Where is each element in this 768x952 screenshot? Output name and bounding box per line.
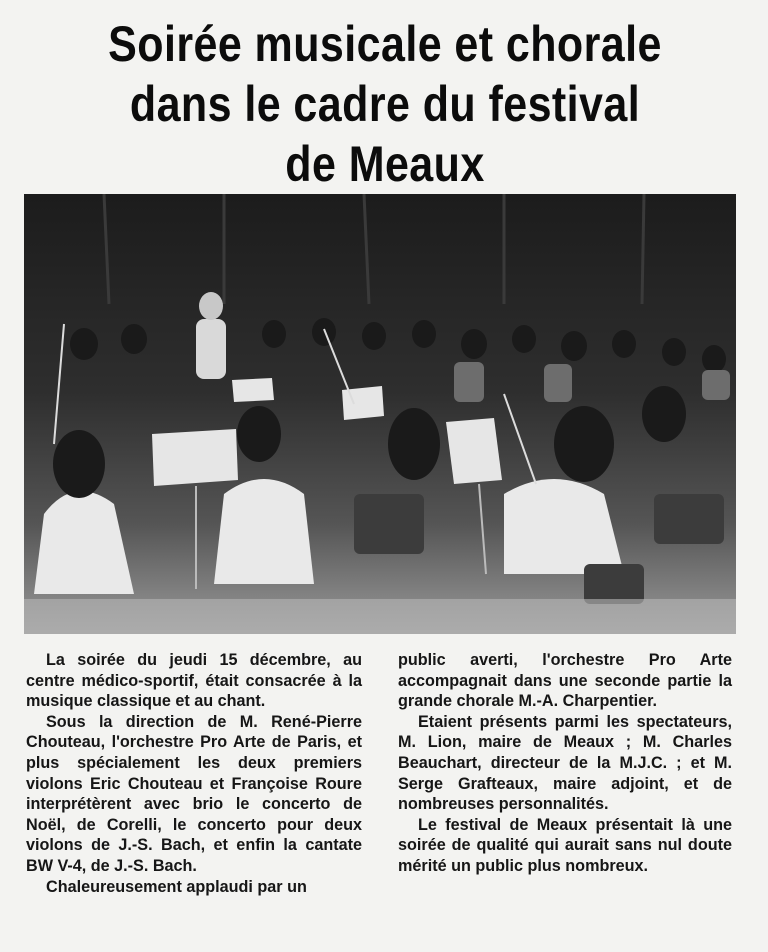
headline-line-1: Soirée musicale et chorale [108,16,662,72]
article-paragraph: Etaient présents parmi les spectateurs, M. Lion, maire de Meaux ; M. Charles Beauchart, directeur de la M.J.C. ; et M. Serge Grafteaux, maire adjoint, et de nombreuses personnalités. [398,712,732,814]
article-paragraph: Le festival de Meaux présentait là une soirée de qualité qui aurait sans nul doute mérité un public plus nombreux. [398,815,732,875]
article-column-1 [26,650,362,897]
article-column-2 [398,650,732,877]
headline-line-2: dans le cadre du festival [129,76,641,132]
article-paragraph: La soirée du jeudi 15 décembre, au centre médico-sportif, était consacrée à la musique classique et au chant. [26,651,362,711]
orchestra-photo-image [24,194,736,634]
headline-line-3: de Meaux [285,136,485,192]
orchestra-photo [24,194,736,634]
article-paragraph: Sous la direction de M. René-Pierre Chouteau, l'orchestre Pro Arte de Paris, et plus spécialement les deux premiers violons Eric Chouteau et Françoise Roure interprétèrent avec brio le concerto de Noël, de Corelli, le concerto pour deux violons de J.-S. Bach, et enfin la cantate BW V-4, de J.-S. Bach. [26,712,362,875]
article-paragraph: public averti, l'orchestre Pro Arte accompagnait dans une seconde partie la grande chorale M.-A. Charpentier. [398,651,732,711]
article-headline [88,14,681,194]
article-paragraph: Chaleureusement applaudi par un [46,877,307,896]
